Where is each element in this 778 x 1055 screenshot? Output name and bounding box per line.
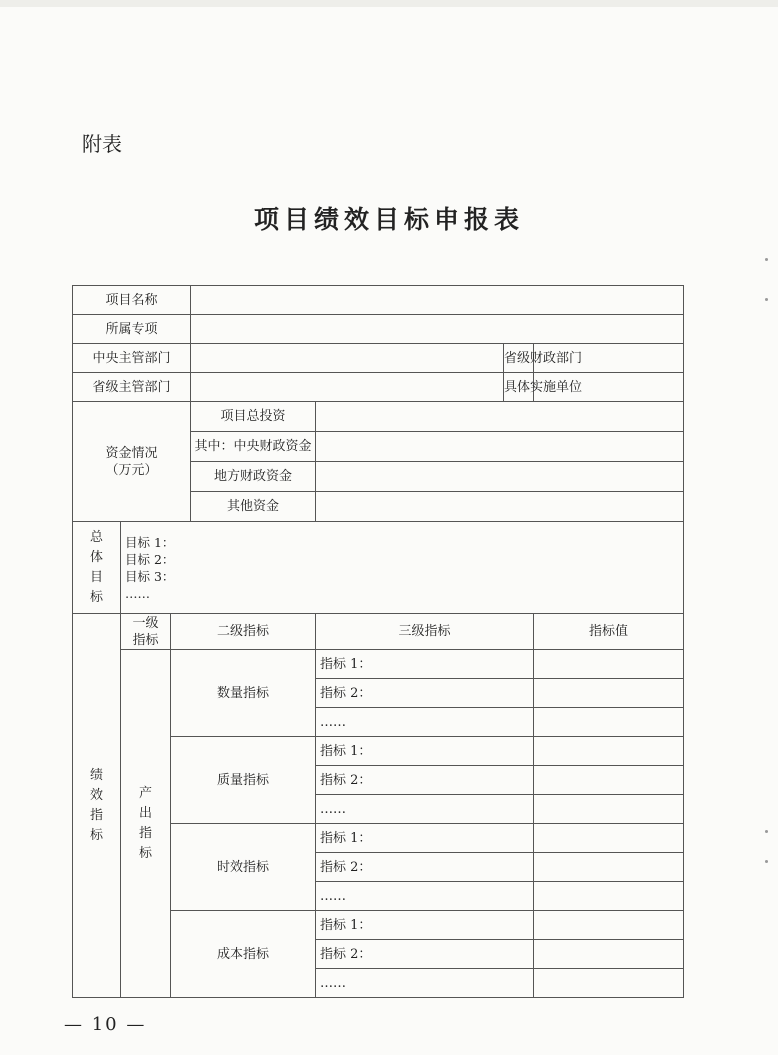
level1-output-char: 出 [138, 805, 152, 821]
special-item-label: 所属专项 [73, 315, 191, 344]
indicator-value-field[interactable] [534, 737, 684, 766]
goal-item: 目标 3： [125, 568, 175, 584]
row-project-name [73, 286, 684, 315]
project-name-field[interactable] [191, 286, 684, 315]
performance-form-table [72, 285, 684, 998]
level2-quantity: 数量指标 [171, 650, 316, 737]
performance-label-char: 效 [89, 787, 103, 803]
funding-label-cell [73, 402, 191, 522]
row-funding-total [73, 402, 684, 432]
prov-finance-dept-label: 省级财政部门 [504, 344, 534, 373]
indicator-value-field[interactable] [534, 853, 684, 882]
performance-label-char: 指 [89, 807, 103, 823]
funding-central-label: 其中：中央财政资金 [191, 432, 316, 462]
special-item-field[interactable] [191, 315, 684, 344]
overall-goal-label-char: 目 [89, 569, 103, 585]
indicator-value-field[interactable] [534, 940, 684, 969]
funding-other-field[interactable] [316, 492, 684, 522]
row-performance-header [73, 614, 684, 650]
indicator-value-field[interactable] [534, 824, 684, 853]
indicator-value-field[interactable] [534, 882, 684, 911]
level3-item[interactable]: …… [316, 795, 534, 824]
central-dept-label: 中央主管部门 [73, 344, 191, 373]
prov-dept-field[interactable] [191, 373, 504, 402]
level3-item[interactable]: 指标 1： [316, 911, 534, 940]
level3-item[interactable]: 指标 1： [316, 737, 534, 766]
level1-output-cell [121, 650, 171, 998]
funding-local-label: 地方财政资金 [191, 462, 316, 492]
level3-item[interactable]: 指标 2： [316, 766, 534, 795]
impl-unit-label: 具体实施单位 [504, 373, 534, 402]
value-header: 指标值 [534, 614, 684, 650]
level3-item[interactable]: 指标 1： [316, 650, 534, 679]
indicator-value-field[interactable] [534, 708, 684, 737]
scan-speck [765, 258, 768, 261]
goal-item: 目标 2： [125, 551, 175, 567]
scan-speck [765, 298, 768, 301]
level3-item[interactable]: 指标 2： [316, 940, 534, 969]
performance-label-cell [73, 614, 121, 998]
level3-item[interactable]: 指标 1： [316, 824, 534, 853]
funding-local-field[interactable] [316, 462, 684, 492]
project-name-label: 项目名称 [73, 286, 191, 315]
level2-quality: 质量指标 [171, 737, 316, 824]
central-dept-field[interactable] [191, 344, 504, 373]
level3-header: 三级指标 [316, 614, 534, 650]
level1-header: 一级指标 [121, 614, 171, 650]
row-special-item [73, 315, 684, 344]
level2-cost: 成本指标 [171, 911, 316, 998]
scan-top-strip [0, 0, 778, 7]
funding-other-label: 其他资金 [191, 492, 316, 522]
row-prov-dept [73, 373, 684, 402]
overall-goal-label-cell [73, 522, 121, 614]
level1-output-char: 产 [138, 785, 152, 801]
level2-timeliness: 时效指标 [171, 824, 316, 911]
funding-unit: （万元） [105, 462, 158, 478]
scan-speck [765, 830, 768, 833]
indicator-value-field[interactable] [534, 795, 684, 824]
level3-item[interactable]: …… [316, 882, 534, 911]
overall-goal-label-char: 标 [89, 589, 103, 605]
indicator-value-field[interactable] [534, 969, 684, 998]
overall-goal-field[interactable] [121, 522, 684, 614]
level2-header: 二级指标 [171, 614, 316, 650]
scan-speck [765, 860, 768, 863]
level3-item[interactable]: …… [316, 969, 534, 998]
indicator-value-field[interactable] [534, 650, 684, 679]
level1-output-char: 标 [138, 845, 152, 861]
level3-item[interactable]: 指标 2： [316, 853, 534, 882]
performance-label-char: 绩 [89, 767, 103, 783]
funding-central-field[interactable] [316, 432, 684, 462]
form-title: 项目绩效目标申报表 [253, 205, 524, 234]
funding-total-label: 项目总投资 [191, 402, 316, 432]
indicator-value-field[interactable] [534, 766, 684, 795]
level3-item[interactable]: …… [316, 708, 534, 737]
overall-goal-label-char: 总 [89, 529, 103, 545]
indicator-value-field[interactable] [534, 911, 684, 940]
page-number: — 10 — [64, 1014, 147, 1035]
indicator-value-field[interactable] [534, 679, 684, 708]
funding-label: 资金情况 [105, 445, 158, 461]
performance-label-char: 标 [89, 827, 103, 843]
overall-goal-label-char: 体 [89, 549, 103, 565]
row-overall-goal [73, 522, 684, 614]
indicator-row [73, 650, 684, 679]
level1-output-char: 指 [138, 825, 152, 841]
goal-item: 目标 1： [125, 534, 175, 550]
prov-dept-label: 省级主管部门 [73, 373, 191, 402]
goal-item: …… [125, 585, 150, 601]
row-central-dept [73, 344, 684, 373]
level3-item[interactable]: 指标 2： [316, 679, 534, 708]
attachment-label: 附表 [82, 132, 122, 156]
funding-total-field[interactable] [316, 402, 684, 432]
